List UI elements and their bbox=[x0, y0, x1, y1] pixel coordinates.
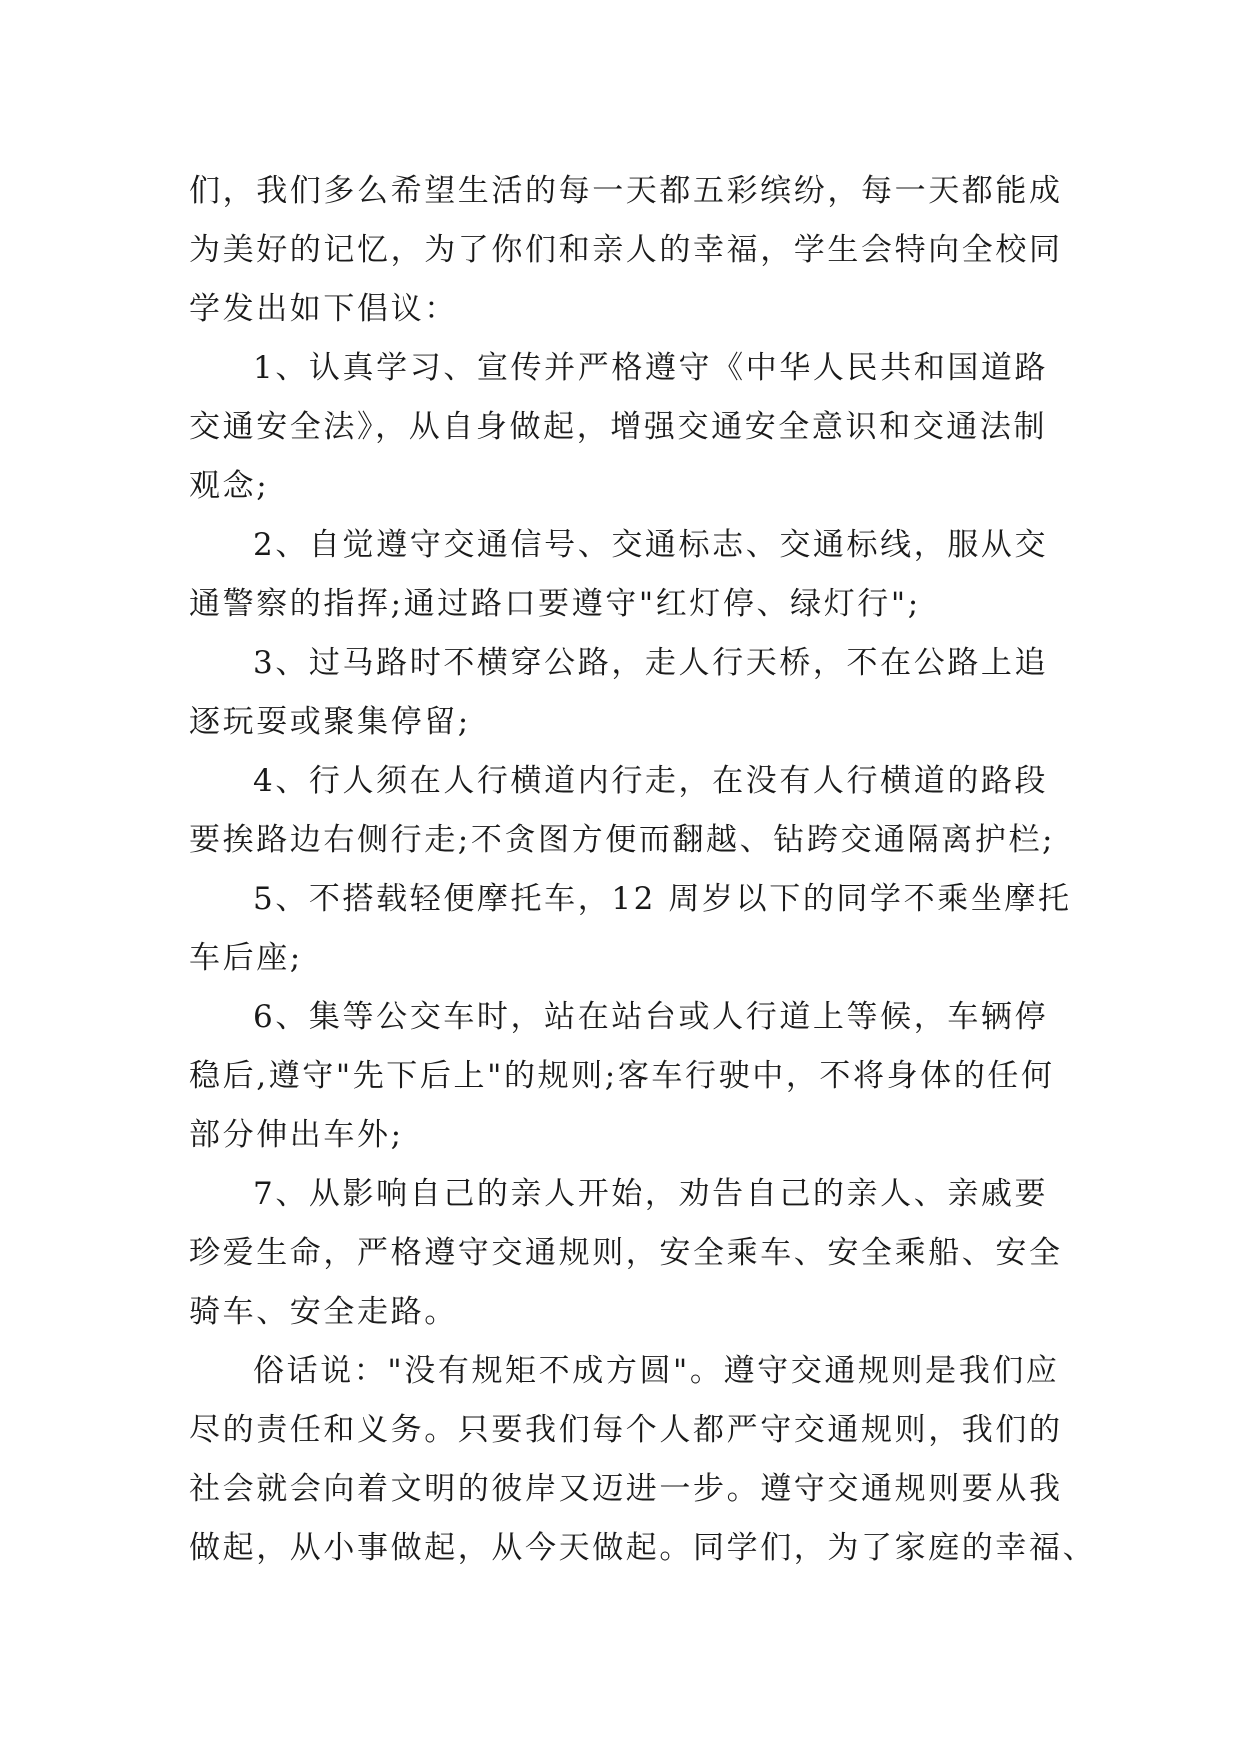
paragraph-start-line: 俗话说："没有规矩不成方圆"。遵守交通规则是我们应 bbox=[253, 1353, 1060, 1389]
text-line: 为美好的记忆，为了你们和亲人的幸福，学生会特向全校同 bbox=[189, 232, 1063, 268]
text-line: 骑车、安全走路。 bbox=[189, 1294, 458, 1330]
text-line: 交通安全法》，从自身做起，增强交通安全意识和交通法制 bbox=[189, 409, 1048, 445]
item-3-line: 3、过马路时不横穿公路，走人行天桥，不在公路上追 bbox=[253, 645, 1049, 681]
text-line: 通警察的指挥;通过路口要遵守"红灯停、绿灯行"; bbox=[189, 586, 921, 622]
text-line: 们，我们多么希望生活的每一天都五彩缤纷，每一天都能成 bbox=[189, 173, 1063, 209]
text-line: 观念; bbox=[189, 468, 270, 504]
text-line: 稳后,遵守"先下后上"的规则;客车行驶中，不将身体的任何 bbox=[189, 1058, 1055, 1094]
text-line: 逐玩耍或聚集停留; bbox=[189, 704, 471, 740]
item-6-line: 6、集等公交车时，站在站台或人行道上等候，车辆停 bbox=[253, 999, 1049, 1035]
text-line: 部分伸出车外; bbox=[189, 1117, 404, 1153]
document-body bbox=[189, 162, 1097, 1578]
item-2-line: 2、自觉遵守交通信号、交通标志、交通标线，服从交 bbox=[253, 527, 1049, 563]
text-line: 要挨路边右侧行走;不贪图方便而翻越、钻跨交通隔离护栏; bbox=[189, 822, 1056, 858]
text-line: 做起，从小事做起，从今天做起。同学们，为了家庭的幸福、 bbox=[189, 1530, 1097, 1566]
item-5-line: 5、不搭载轻便摩托车，12 周岁以下的同学不乘坐摩托 bbox=[253, 881, 1072, 917]
item-7-line: 7、从影响自己的亲人开始，劝告自己的亲人、亲戚要 bbox=[253, 1176, 1049, 1212]
text-line: 珍爱生命，严格遵守交通规则，安全乘车、安全乘船、安全 bbox=[189, 1235, 1063, 1271]
item-1-line: 1、认真学习、宣传并严格遵守《中华人民共和国道路 bbox=[253, 350, 1049, 386]
text-line: 尽的责任和义务。只要我们每个人都严守交通规则，我们的 bbox=[189, 1412, 1063, 1448]
item-4-line: 4、行人须在人行横道内行走，在没有人行横道的路段 bbox=[253, 763, 1049, 799]
text-line: 车后座; bbox=[189, 940, 303, 976]
text-line: 学发出如下倡议： bbox=[189, 291, 458, 327]
text-line: 社会就会向着文明的彼岸又迈进一步。遵守交通规则要从我 bbox=[189, 1471, 1063, 1507]
